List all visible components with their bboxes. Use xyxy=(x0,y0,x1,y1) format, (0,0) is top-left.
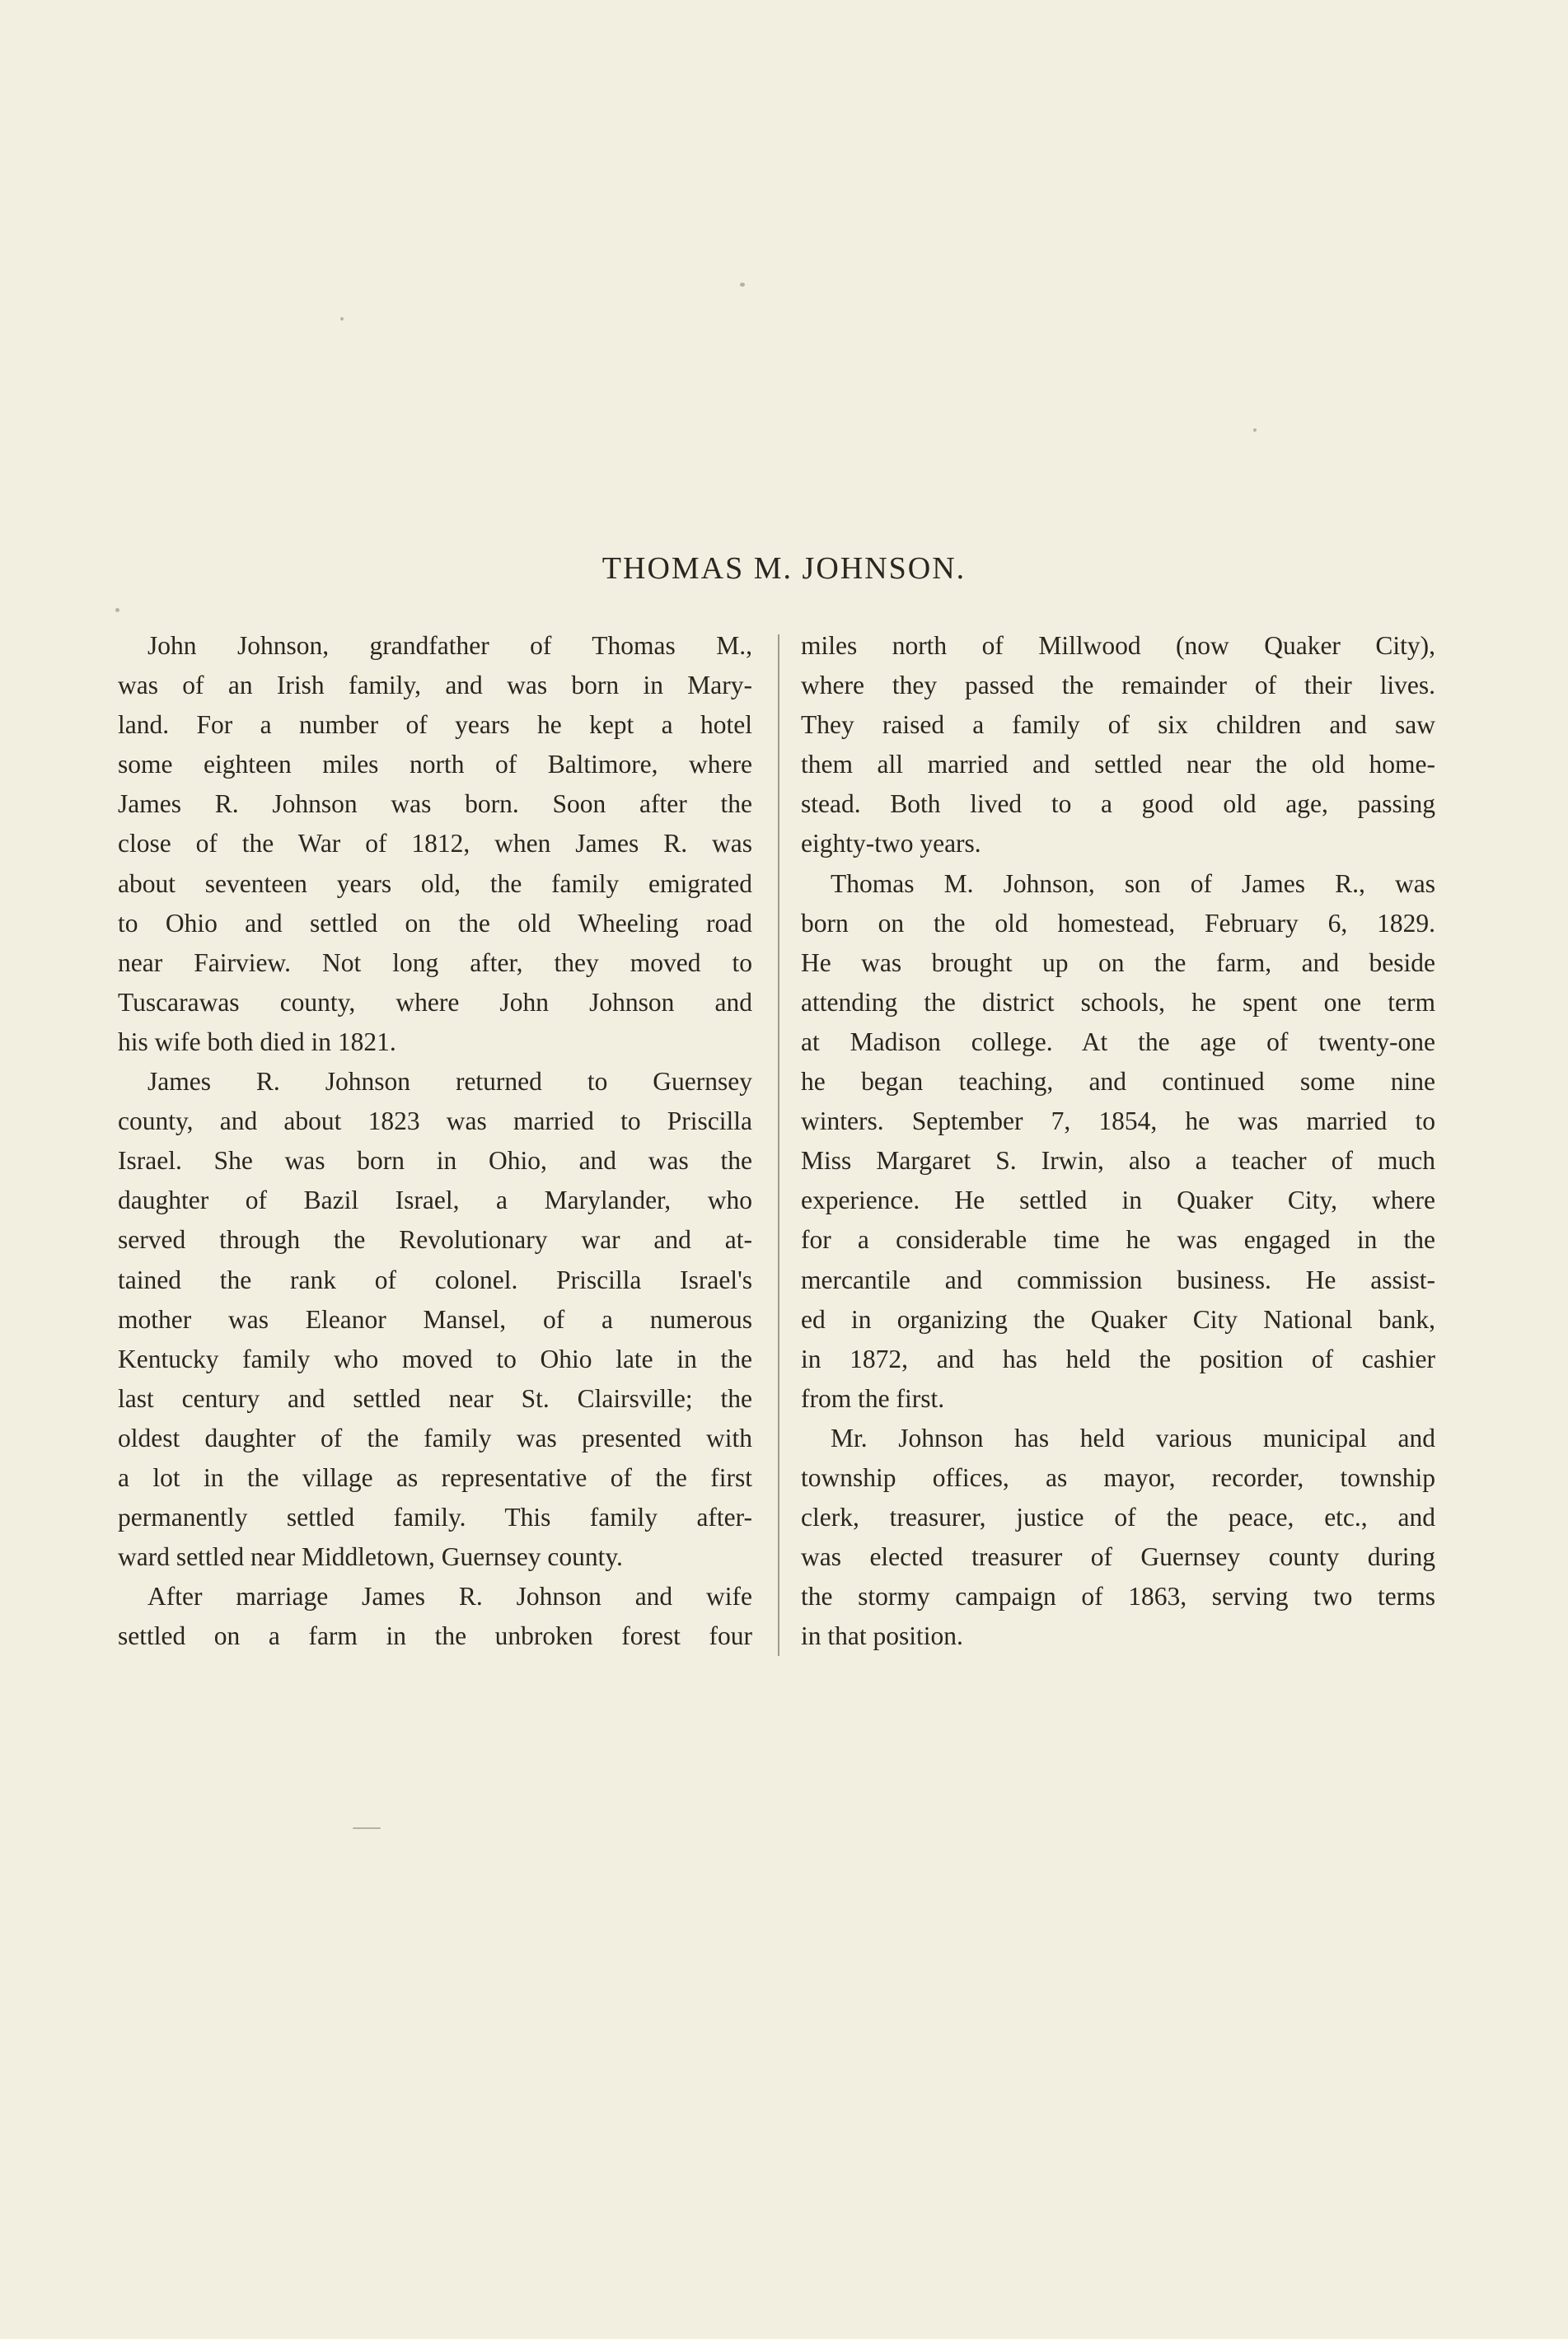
text-line: the stormy campaign of 1863, serving two terms xyxy=(801,1582,1435,1612)
text-line: them all married and settled near the old home- xyxy=(801,750,1435,779)
right-column xyxy=(801,626,1435,1656)
text-line: He was brought up on the farm, and beside xyxy=(801,947,1435,977)
paragraph xyxy=(801,626,1435,864)
text-line: They raised a family of six children and saw xyxy=(801,710,1435,740)
paper-speck xyxy=(353,1827,381,1829)
text-line: permanently settled family. This family after- xyxy=(118,1503,752,1532)
text-line: tained the rank of colonel. Priscilla Israel's xyxy=(118,1265,752,1294)
paper-speck xyxy=(1253,428,1257,432)
paper-speck xyxy=(340,317,344,320)
text-line: township offices, as mayor, recorder, township xyxy=(801,1462,1435,1492)
paragraph xyxy=(118,626,752,1062)
text-line: stead. Both lived to a good old age, passing xyxy=(801,789,1435,819)
text-line: experience. He settled in Quaker City, where xyxy=(801,1186,1435,1215)
text-line: was elected treasurer of Guernsey county during xyxy=(801,1542,1435,1572)
text-line: Israel. She was born in Ohio, and was the xyxy=(118,1146,752,1176)
text-line: Thomas M. Johnson, son of James R., was xyxy=(831,868,1435,898)
text-line: settled on a farm in the unbroken forest four xyxy=(118,1621,752,1651)
text-line: at Madison college. At the age of twenty-one xyxy=(801,1027,1435,1056)
text-line: close of the War of 1812, when James R. was xyxy=(118,829,752,858)
text-line: where they passed the remainder of their lives. xyxy=(801,671,1435,700)
text-line: Mr. Johnson has held various municipal and xyxy=(831,1423,1435,1453)
text-line: miles north of Millwood (now Quaker City), xyxy=(801,631,1435,660)
text-line: After marriage James R. Johnson and wife xyxy=(147,1582,752,1612)
paragraph xyxy=(118,1062,752,1577)
paragraph xyxy=(118,1577,752,1656)
text-line: ed in organizing the Quaker City National bank, xyxy=(801,1304,1435,1334)
text-line: he began teaching, and continued some nine xyxy=(801,1067,1435,1097)
paper-speck xyxy=(740,283,745,287)
text-line: mercantile and commission business. He assist- xyxy=(801,1265,1435,1294)
text-line: was of an Irish family, and was born in Mary- xyxy=(118,671,752,700)
text-line: to Ohio and settled on the old Wheeling road xyxy=(118,908,752,938)
text-line: a lot in the village as representative of the first xyxy=(118,1462,752,1492)
text-line: James R. Johnson was born. Soon after the xyxy=(118,789,752,819)
text-line: about seventeen years old, the family emigrated xyxy=(118,868,752,898)
text-line: John Johnson, grandfather of Thomas M., xyxy=(147,631,752,660)
text-line: from the first. xyxy=(801,1383,945,1413)
text-line: eighty-two years. xyxy=(801,829,981,858)
text-line: near Fairview. Not long after, they moved to xyxy=(118,947,752,977)
text-line: Tuscarawas county, where John Johnson and xyxy=(118,987,752,1017)
text-line: some eighteen miles north of Baltimore, where xyxy=(118,750,752,779)
text-line: last century and settled near St. Clairsville; the xyxy=(118,1383,752,1413)
text-line: attending the district schools, he spent one term xyxy=(801,987,1435,1017)
text-line: Kentucky family who moved to Ohio late in the xyxy=(118,1344,752,1373)
text-line: for a considerable time he was engaged in the xyxy=(801,1225,1435,1255)
text-line: Miss Margaret S. Irwin, also a teacher of much xyxy=(801,1146,1435,1176)
text-line: in 1872, and has held the position of cashier xyxy=(801,1344,1435,1373)
text-line: daughter of Bazil Israel, a Marylander, who xyxy=(118,1186,752,1215)
paper-speck xyxy=(115,608,119,612)
text-line: oldest daughter of the family was presented with xyxy=(118,1423,752,1453)
text-line: land. For a number of years he kept a hotel xyxy=(118,710,752,740)
text-line: served through the Revolutionary war and at- xyxy=(118,1225,752,1255)
text-line: his wife both died in 1821. xyxy=(118,1027,396,1056)
paragraph xyxy=(801,1419,1435,1657)
text-line: mother was Eleanor Mansel, of a numerous xyxy=(118,1304,752,1334)
text-line: in that position. xyxy=(801,1621,963,1651)
text-line: ward settled near Middletown, Guernsey county. xyxy=(118,1542,623,1572)
left-column xyxy=(118,626,752,1656)
page-title: THOMAS M. JOHNSON. xyxy=(601,551,967,586)
text-line: winters. September 7, 1854, he was married to xyxy=(801,1106,1435,1136)
text-line: county, and about 1823 was married to Priscilla xyxy=(118,1106,752,1136)
paragraph xyxy=(801,864,1435,1419)
text-line: clerk, treasurer, justice of the peace, etc., and xyxy=(801,1503,1435,1532)
text-line: James R. Johnson returned to Guernsey xyxy=(147,1067,752,1097)
text-line: born on the old homestead, February 6, 1829. xyxy=(801,908,1435,938)
column-divider xyxy=(778,634,779,1656)
